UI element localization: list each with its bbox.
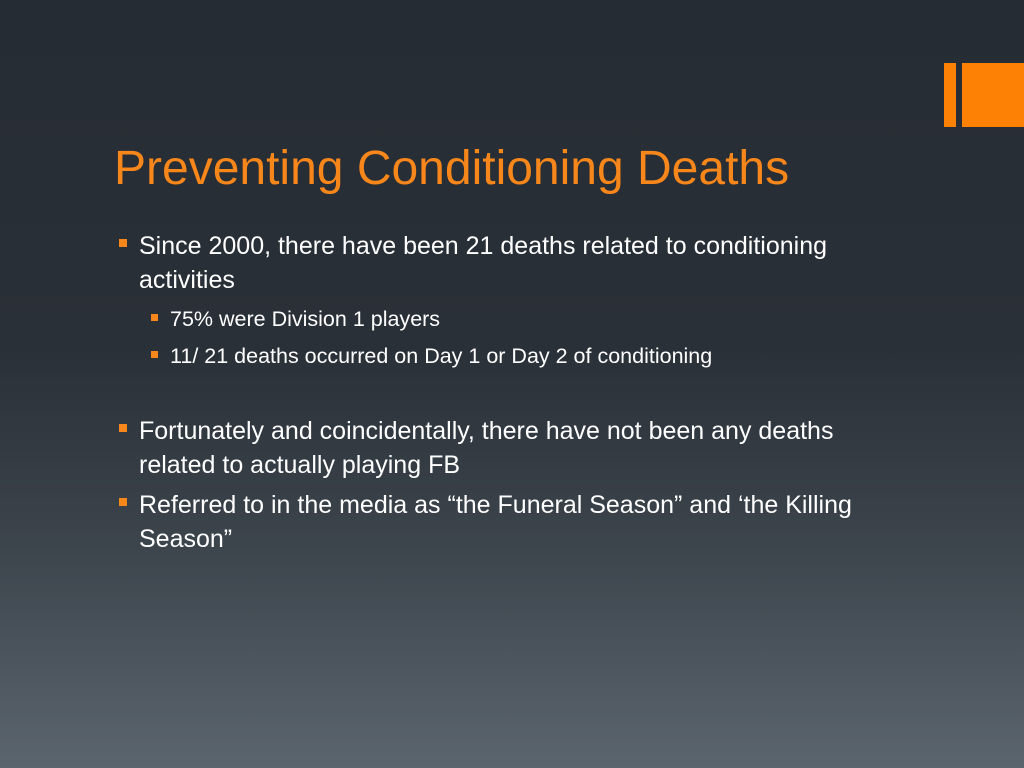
bullet-item — [116, 414, 896, 482]
sub-bullet-text: 75% were Division 1 players — [170, 307, 441, 331]
orange-bars-decoration — [944, 63, 1024, 127]
square-bullet-icon — [119, 239, 127, 247]
sub-bullet-item — [147, 305, 896, 333]
square-bullet-icon — [119, 498, 127, 506]
square-bullet-icon — [151, 351, 158, 358]
square-bullet-icon — [119, 424, 127, 432]
sub-bullet-text: 11/ 21 deaths occurred on Day 1 or Day 2 of conditioning — [170, 344, 713, 368]
decoration-thick-bar — [962, 63, 1024, 127]
bullet-text: Since 2000, there have been 21 deaths related to conditioning activities — [139, 232, 828, 294]
slide-title: Preventing Conditioning Deaths — [114, 142, 790, 195]
bullet-item — [116, 488, 896, 556]
square-bullet-icon — [151, 314, 158, 321]
bullet-text: Fortunately and coincidentally, there have not been any deaths related to actually playing FB — [139, 417, 834, 479]
decoration-thin-bar — [944, 63, 956, 127]
slide-body — [116, 229, 896, 556]
bullet-item — [116, 229, 896, 297]
sub-bullet-item — [147, 342, 896, 370]
bullet-text: Referred to in the media as “the Funeral Season” and ‘the Killing Season” — [139, 491, 852, 553]
